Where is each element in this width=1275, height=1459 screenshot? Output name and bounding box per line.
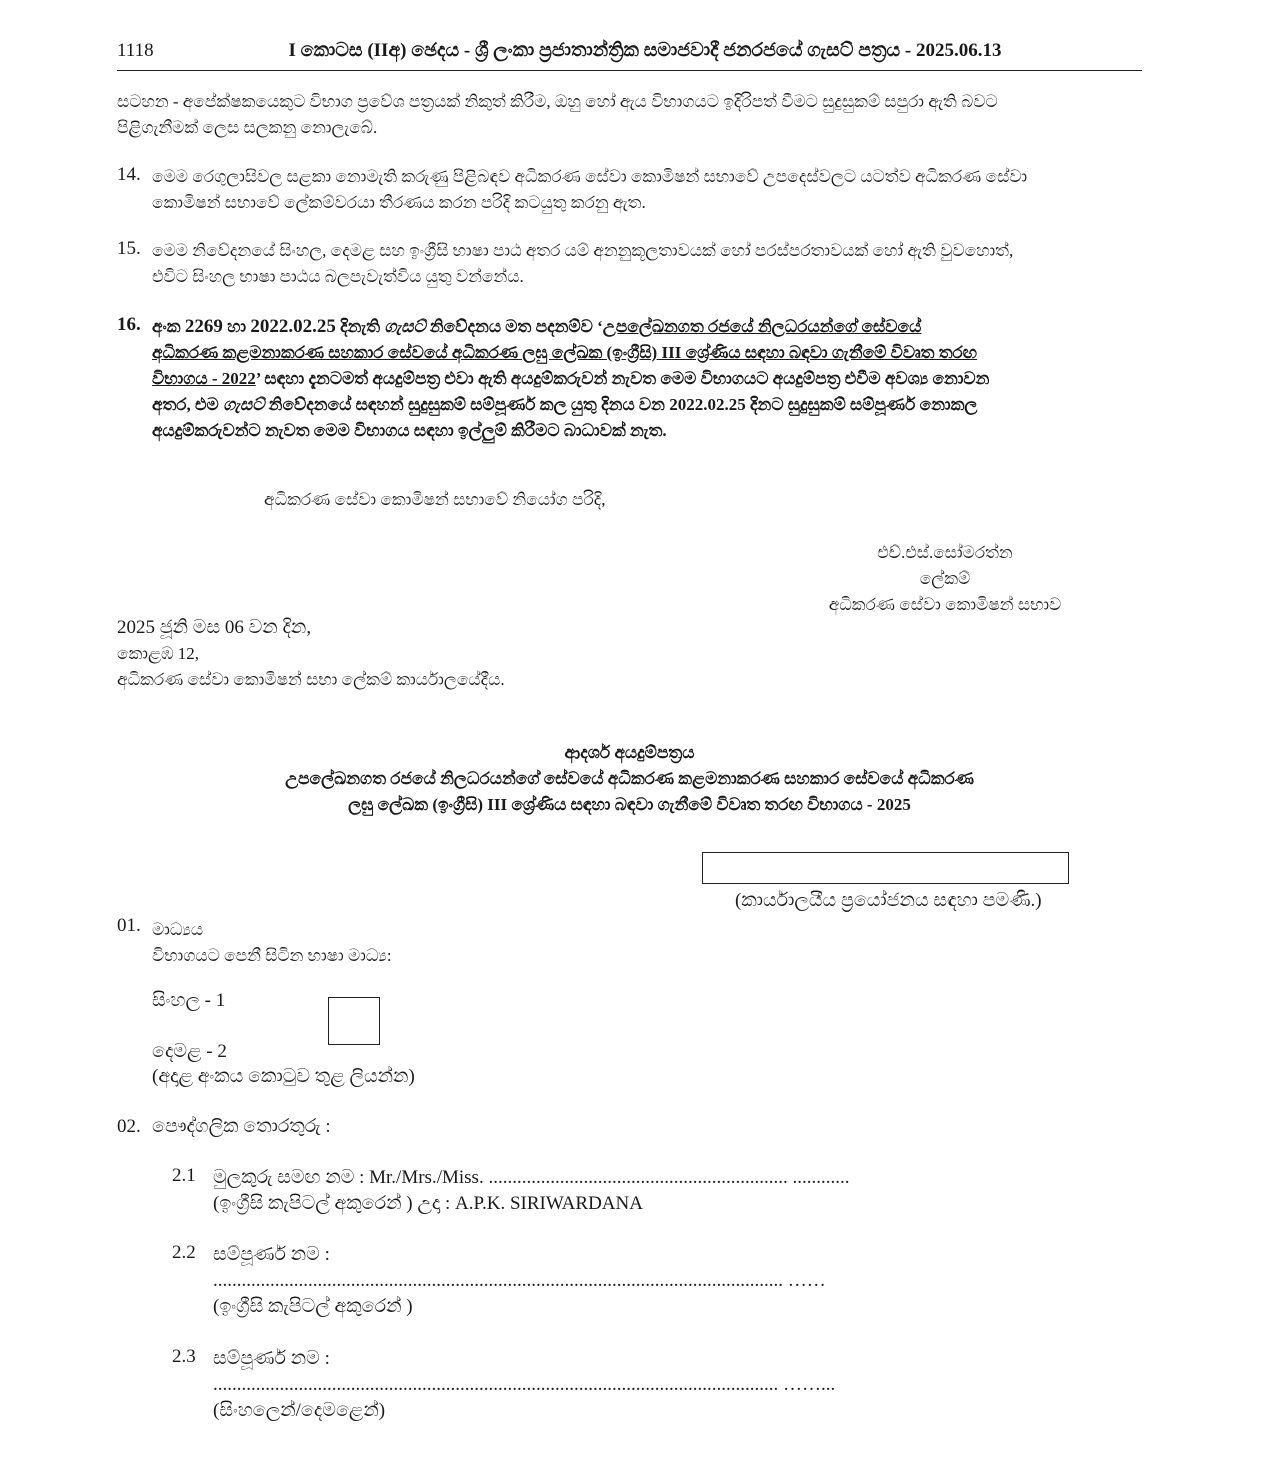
initials-name-field[interactable]: මුලකුරු සමඟ නම : Mr./Mrs./Miss. ............................................................... ............: [213, 1167, 850, 1188]
signature-block: [800, 540, 1090, 618]
clause-16-line-1: [152, 314, 1142, 340]
c16-exam-title: උපලේඛනගත රජයේ නිලධරයන්ගේ සේවයේ: [602, 317, 922, 336]
clause-14-number: 14.: [117, 164, 141, 185]
c16-text: ’ සඳහා දැනටමත් අයදුම්පත්‍ර එවා ඇති අයදුම්කරුවන් නැවත මෙම විභාගයට අයදුම්පත්‍ර එවීම අවශ්‍ය නොවන: [255, 369, 990, 388]
c16-gazette-word: ගැසට්: [384, 317, 426, 336]
clause-14-line-2: කොමිෂන් සභාවේ ලේකම්වරයා තීරණය කරන පරිදි කටයුතු කරනු ඇත.: [152, 193, 646, 212]
section-02-number: 02.: [117, 1116, 141, 1137]
full-name-english-label: සම්පූර්ණ නම :: [213, 1244, 330, 1265]
form-heading-3: ලඝු ලේඛක (ඉංග්‍රීසි) III ශ්‍රේණිය සඳහා බඳවා ගැනීමේ විවෘත තරඟ විභාගය - 2025: [348, 795, 911, 814]
c16-text: අතර, එම: [152, 395, 224, 414]
gazette-header-title: I කොටස (IIඅ) ඡෙදය - ශ්‍රී ලංකා ප්‍රජාතාන්ත්‍රික සමාජවාදී ජනරජයේ ගැසට් පත්‍රය - 2025.06.13: [288, 40, 1002, 61]
c16-gazette-date: 2022.02.25: [250, 316, 336, 337]
item-2-2-block: [213, 1242, 826, 1320]
signatory-office: අධිකරණ සේවා කොමිෂන් සභාව: [828, 595, 1062, 614]
form-heading-1: ආදර්ශ අයදුම්පත්‍රය: [564, 743, 695, 762]
clause-15-line-1: මෙම නිවේදනයේ සිංහල, දෙමළ සහ ඉංග්‍රීසි භාෂා පාඨ අතර යම් අනනුකූලතාවයක් හෝ පරස්පරතාවයක් හෝ ඇති වුවහොත්,: [152, 241, 1014, 260]
office-use-label: (කාර්යාලයීය ප්‍රයෝජනය සඳහා පමණි.): [735, 890, 1042, 911]
c16-text: අංක: [152, 317, 185, 336]
clause-16-text: [152, 314, 1142, 444]
item-2-1-block: [213, 1165, 849, 1217]
clause-16-line-5: අයදුම්කරුවන්ට නැවත මෙම විභාගය සඳහා ඉල්ලුම් කිරීමට බාධාවක් නැත.: [152, 421, 667, 440]
clause-15-number: 15.: [117, 238, 141, 259]
section-01-subtitle: විභාගයට පෙනී සිටින භාෂා මාධ්‍ය:: [152, 946, 392, 965]
full-name-english-field[interactable]: ........................................................................................................................ ……: [213, 1270, 826, 1291]
signatory-title: ලේකම්: [919, 569, 971, 588]
item-2-2-number: 2.2: [172, 1242, 196, 1263]
c16-gazette-word: ගැසට්: [223, 395, 265, 414]
section-02-title: පෞද්ගලික තොරතුරු :: [152, 1116, 331, 1137]
medium-option-sinhala: සිංහල - 1: [152, 990, 226, 1011]
clause-16-line-2: අධිකරණ කළමනාකරණ සහකාර සේවයේ අධිකරණ ලඝු ලේඛක (ඉංග්‍රීසි) III ශ්‍රේණිය සඳහා බඳවා ගැනීමේ විවෘත තරඟ: [152, 343, 978, 362]
place-date-block: [117, 615, 505, 693]
section-01-header: [152, 917, 392, 969]
office-line: අධිකරණ සේවා කොමිෂන් සභා ලේකම් කාර්යාලයේදීය.: [117, 670, 505, 689]
section-01-title: මාධ්‍යය: [152, 920, 204, 939]
c16-text: නිවේදනයේ සඳහන් සුදුසුකම් සම්පූර්ණ කල යුතු දිනය වන 2022.02.25 දිනට සුදුසුකම් සම්පූර්ණ නොකල: [264, 395, 978, 414]
form-heading-2: උපලේඛනගත රජයේ නිලධරයන්ගේ සේවයේ අධිකරණ කළමනාකරණ සහකාර සේවයේ අධිකරණ: [285, 769, 974, 788]
clause-15-text: [152, 238, 1142, 290]
c16-text: දිනැති: [335, 317, 385, 336]
note-paragraph: [117, 89, 1142, 141]
initials-name-hint: (ඉංග්‍රීසි කැපිටල් අකුරෙන් ) උදා : A.P.K. SIRIWARDANA: [213, 1193, 643, 1214]
medium-hint: (අදාළ අංකය කොටුව තුළ ලියන්න): [152, 1066, 415, 1087]
clause-14-text: [152, 164, 1142, 216]
medium-code-box[interactable]: [328, 997, 380, 1045]
clause-16-number: 16.: [117, 314, 141, 335]
clause-16-line-3: [152, 366, 1142, 392]
note-line-1: සටහන - අපේක්ෂකයෙකුට විභාග ප්‍රවේශ පත්‍රයක් නිකුත් කිරීම, ඔහු හෝ ඇය විභාගයට ඉදිරිපත් වීමට සුදුසුකම් සපුරා ඇති බවට: [117, 92, 998, 111]
date-line: 2025 ජූනි මස 06 වන දින,: [117, 617, 312, 638]
full-name-native-field[interactable]: ....................................................................................................................... ……...: [213, 1374, 836, 1395]
section-01-number: 01.: [117, 915, 141, 936]
signatory-name: එච්.එස්.සෝමරත්න: [877, 543, 1013, 562]
page-number: 1118: [117, 40, 154, 61]
office-use-box[interactable]: [702, 852, 1069, 884]
header-rule: [117, 70, 1142, 71]
clause-14-line-1: මෙම රෙගුලාසිවල සළකා නොමැති කරුණු පිළිබඳව අධිකරණ සේවා කොමිෂන් සභාවේ උපදෙස්වලට යටත්ව අධිකරණ සේවා: [152, 167, 1028, 186]
item-2-3-number: 2.3: [172, 1346, 196, 1367]
form-heading: [117, 740, 1142, 818]
c16-text: නිවේදනය මත පදනම්ව ‘: [425, 317, 603, 336]
medium-option-tamil: දෙමළ - 2: [152, 1041, 227, 1062]
full-name-native-label: සම්පූර්ණ නම :: [213, 1348, 330, 1369]
c16-text: හා: [222, 317, 251, 336]
order-line: අධිකරණ සේවා කොමිෂන් සභාවේ නියෝග පරිදි,: [264, 490, 606, 509]
clause-15-line-2: එවිට සිංහල භාෂා පාඨය බලපැවැත්විය යුතු වන්නේය.: [152, 267, 524, 286]
item-2-1-number: 2.1: [172, 1165, 196, 1186]
c16-exam-title-end: විභාගය - 2022: [152, 369, 256, 388]
note-line-2: පිළිගැනීමක් ලෙස සලකනු නොලැබේ.: [117, 118, 378, 137]
c16-gazette-number: 2269: [184, 316, 223, 337]
full-name-native-hint: (සිංහලෙන්/දෙමළෙන්): [213, 1400, 386, 1421]
full-name-english-hint: (ඉංග්‍රීසි කැපිටල් අකුරෙන් ): [213, 1296, 413, 1317]
place-line: කොළඹ 12,: [117, 644, 200, 663]
clause-16-line-4: [152, 392, 1142, 418]
item-2-3-block: [213, 1346, 835, 1424]
